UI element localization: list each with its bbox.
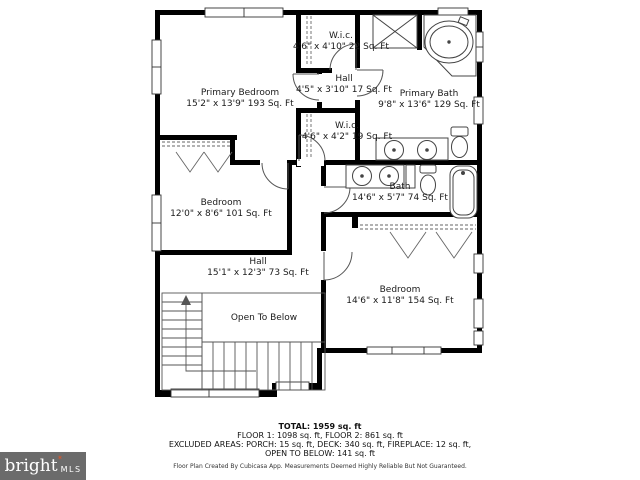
stairs-layer <box>162 293 325 390</box>
room-label-wic-upper: W.i.c. 4'6" x 4'10" 22 Sq. Ft <box>293 31 389 52</box>
door-arc <box>324 187 350 213</box>
logo-suffix: MLS <box>60 464 82 474</box>
excluded-areas-text: EXCLUDED AREAS: PORCH: 15 sq. ft, DECK: 340 sq. ft, FIREPLACE: 12 sq. ft, <box>168 440 472 449</box>
room-label-primary-bath: Primary Bath 9'8" x 13'6" 129 Sq. Ft <box>378 89 480 110</box>
excluded-areas-text-2: OPEN TO BELOW: 141 sq. ft <box>264 449 376 458</box>
up-arrow-icon <box>181 295 256 371</box>
closet-rod-icon <box>360 225 476 258</box>
room-label-bath: Bath 14'6" x 5'7" 74 Sq. Ft <box>352 182 448 203</box>
toilet-icon <box>451 127 468 158</box>
sparkle-icon: ✶ <box>57 454 63 462</box>
floor-areas-text: FLOOR 1: 1098 sq. ft, FLOOR 2: 861 sq. ft <box>237 431 403 440</box>
area-summary <box>0 422 640 471</box>
closet-rod-icon <box>162 142 232 172</box>
brightmls-logo <box>0 452 86 480</box>
disclaimer-text: Floor Plan Created By Cubicasa App. Measurements Deemed Highly Reliable But Not Guaranteed. <box>173 463 467 470</box>
room-label-open-to-below: Open To Below <box>230 313 298 323</box>
room-label-wic-lower: W.i.c. 4'6" x 4'2" 19 Sq. Ft <box>301 121 393 142</box>
bathtub-icon <box>450 166 477 218</box>
door-arc <box>262 163 288 189</box>
room-label-bedroom-right: Bedroom 14'6" x 11'8" 154 Sq. Ft <box>346 285 454 306</box>
total-area-text: TOTAL: 1959 sq. ft <box>278 422 362 431</box>
corner-bathtub-icon <box>424 15 476 76</box>
room-label-primary-bedroom: Primary Bedroom 15'2" x 13'9" 193 Sq. Ft <box>186 88 294 109</box>
stairwell-outline <box>202 293 325 390</box>
room-label-bedroom-left: Bedroom 12'0" x 8'6" 101 Sq. Ft <box>170 198 272 219</box>
logo-wordmark: bright <box>4 455 58 476</box>
room-label-hall-upper: Hall 4'5" x 3'10" 17 Sq. Ft <box>296 74 392 95</box>
door-arc <box>324 252 352 280</box>
room-label-hall-main: Hall 15'1" x 12'3" 73 Sq. Ft <box>207 257 309 278</box>
